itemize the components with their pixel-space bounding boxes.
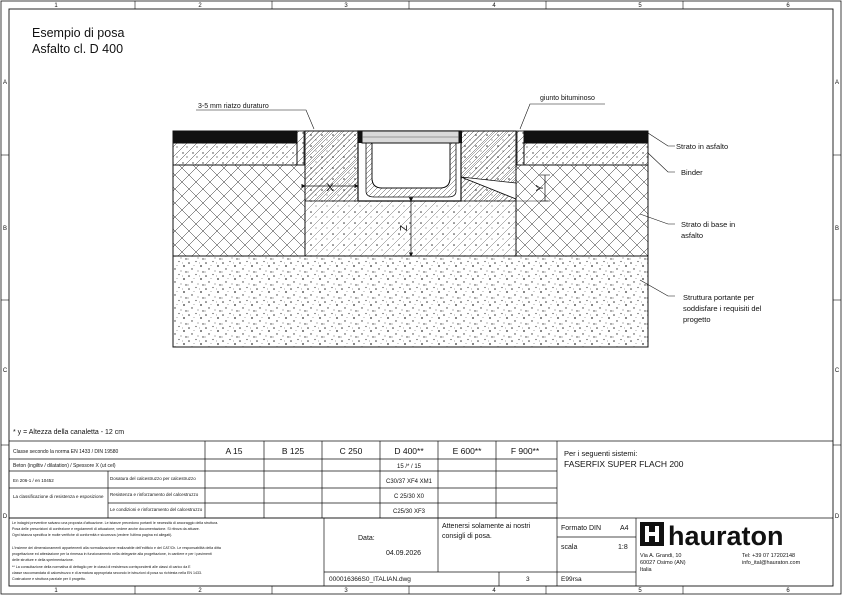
label-base-layer-1: Strato di base in: [681, 220, 736, 229]
systems-heading: Per i seguenti sistemi:: [564, 449, 638, 458]
dimension-y-label: Y: [535, 184, 546, 192]
frame-letter-left-d: D: [2, 514, 8, 520]
drawing-revision: 3: [526, 576, 530, 583]
frame-number-top-6: 6: [786, 3, 790, 9]
grate-frame-right: [459, 131, 462, 143]
class-c250: C 250: [339, 446, 363, 456]
hauraton-logo: [640, 521, 784, 551]
dimension-x-label: X: [326, 182, 334, 194]
advice-line-2: consigli di posa.: [442, 533, 492, 540]
label-bitumen-joint: giunto bituminoso: [540, 95, 595, 102]
note-6: delle strutture e della sperimentazione.: [12, 558, 74, 562]
row-concrete-label: Beton (ingiltiv / dilatation) / Spessore X (ut cel): [13, 463, 116, 469]
label-asphalt-layer: Strato in asfalto: [676, 142, 729, 151]
frame-letter-right-b: B: [834, 226, 840, 232]
note-2: Posa delle prescrizioni di confezione e regolamenti di attuazione; vedere anche documentazione. Si ritrova da attuare.: [12, 527, 200, 531]
title-line-2: Asfalto cl. D 400: [32, 42, 124, 56]
left-block-2: La classificazione di resistenza e esposizione: [13, 494, 104, 499]
label-binder: Binder: [681, 168, 703, 177]
label-base-layer-2: asfalto: [681, 231, 704, 240]
grate-frame-left: [358, 131, 362, 143]
class-b125: B 125: [281, 446, 305, 456]
support-structure-layer: [173, 256, 648, 347]
sealing-joint-right: [517, 131, 524, 165]
advice-line-1: Attenersi solamente ai nostri: [442, 523, 531, 530]
left-block-1: En 206-1 / en 10452: [13, 478, 54, 483]
drawing-file: 000016366S0_ITALIAN.dwg: [329, 576, 411, 583]
frame-letter-left-a: A: [2, 80, 8, 86]
row-c-label: Le condizioni e rinforzamento del calcestruzzo: [110, 507, 203, 512]
row-concrete-value: 15 /* / 15: [396, 464, 422, 470]
asphalt-surface-left: [173, 131, 297, 143]
row-c-value: C25/30 XF3: [392, 509, 426, 515]
frame-letter-left-c: C: [2, 368, 8, 374]
frame-number-top-3: 3: [344, 3, 348, 9]
note-1: Le indagini preventive salvano una proposta d'attuazione. Le istanze precedono portanti le necessità di ancoraggio della struttura.: [12, 521, 219, 525]
frame-number-top-5: 5: [638, 3, 642, 9]
label-support-1: Struttura portante per: [683, 293, 755, 302]
cross-section: [173, 131, 648, 347]
frame-letter-right-c: C: [834, 368, 840, 374]
frame-number-top-4: 4: [492, 3, 496, 9]
title-line-1: Esempio di posa: [32, 26, 125, 40]
company-email: info_ital@hauraton.com: [742, 560, 801, 566]
frame-letter-left-b: B: [2, 226, 8, 232]
frame-number-bottom-5: 5: [638, 588, 642, 594]
base-layer-right: [516, 165, 648, 256]
note-4: L'insieme dei dimensionamenti appartenenti alla normalizzazione realizzabile dell'edificio e del CAT/Ch. Le responsabilità della ditta: [12, 546, 221, 550]
frame-number-bottom-6: 6: [786, 588, 790, 594]
frame-number-bottom-1: 1: [54, 588, 58, 594]
label-support-2: soddisfare i requisiti del: [683, 304, 762, 313]
frame-number-bottom-4: 4: [492, 588, 496, 594]
note-8: classe raccomandata di calcestruzzo e di armatura appropriata secondo le istruzioni di posa su richiesta nella EN 1433.: [12, 571, 202, 575]
scale-value: 1:8: [618, 544, 628, 551]
frame-number-top-1: 1: [54, 3, 58, 9]
binder-layer-right: [524, 143, 648, 165]
frame-number-bottom-3: 3: [344, 588, 348, 594]
base-layer-left: [173, 165, 305, 256]
label-sealing-gap: 3-5 mm riatzo duraturo: [198, 103, 269, 110]
date-label: Data:: [358, 535, 375, 542]
class-a15: A 15: [225, 446, 243, 456]
sealing-joint-left: [297, 131, 304, 165]
frame-number-top-2: 2: [198, 3, 202, 9]
note-7: ** La consultazione della normativa di dettaglio per le classi di resistenza corrispondenti alle classi di carico da E: [12, 565, 191, 569]
class-e600: E 600**: [452, 446, 482, 456]
drawing-code: E99rsa: [561, 576, 582, 583]
company-name: hauraton: [668, 521, 784, 551]
format-value: A4: [620, 525, 629, 532]
systems-value: FASERFIX SUPER FLACH 200: [564, 459, 684, 469]
frame-letter-right-a: A: [834, 80, 840, 86]
company-address-3: Italia: [640, 567, 652, 573]
binder-layer-left: [173, 143, 297, 165]
row-b-value: C 25/30 X0: [393, 494, 425, 500]
scale-label: scala: [561, 544, 578, 551]
frame-number-bottom-2: 2: [198, 588, 202, 594]
asphalt-surface-right: [524, 131, 648, 143]
note-3: Ogni istanza specifica le molte verifiche di conformità e sicurezza (vedere l'ultima pagina ed allegati).: [12, 533, 173, 537]
dimension-z-label: Z: [399, 224, 410, 232]
format-label: Formato DIN: [561, 525, 602, 532]
company-address-2: 60027 Osimo (AN): [640, 560, 686, 566]
footnote: * y = Altezza della canaletta - 12 cm: [13, 429, 125, 436]
company-phone: Tel: +39 07 17202148: [742, 553, 796, 559]
note-9: Costruzione e struttura parziale per il progetto.: [12, 577, 86, 581]
row-a-label: Dosatura del calcestruzzo per calcestruzzo: [110, 476, 196, 481]
class-d400: D 400**: [394, 446, 424, 456]
row-b-label: Resistenza e rinforzamento del calcestruzzo: [110, 492, 199, 497]
row-class-label: Classe secondo la norma EN 1433 / DIN 19580: [13, 449, 119, 455]
date-value: 04.09.2026: [386, 550, 422, 557]
note-5: progettazione ed attestazione per la rimessa in funzionamento nella delegante alla progettazione, in cantiere e per i pavimenti: [12, 552, 212, 556]
frame-letter-right-d: D: [834, 514, 840, 520]
label-support-3: progetto: [683, 315, 711, 324]
row-a-value: C30/37 XF4 XM1: [385, 479, 433, 485]
class-f900: F 900**: [510, 446, 540, 456]
company-address-1: Via A. Grandi, 10: [640, 553, 682, 559]
